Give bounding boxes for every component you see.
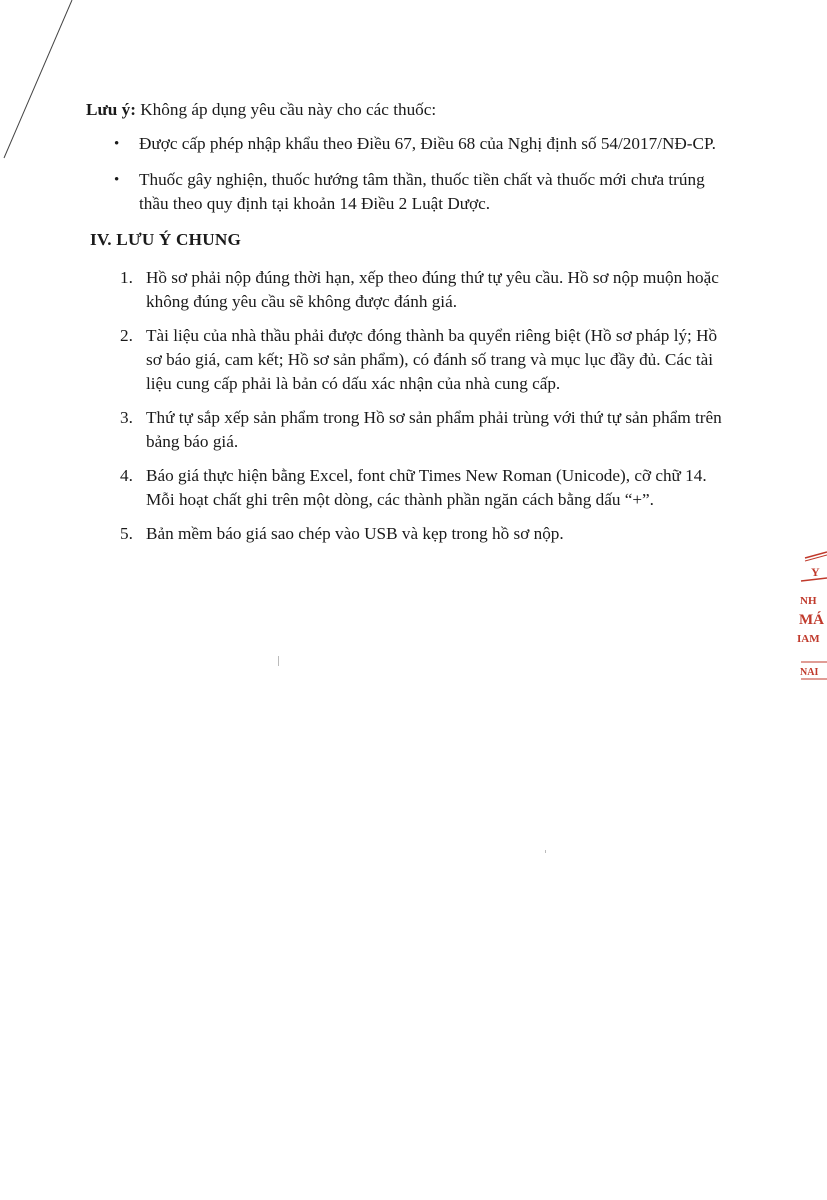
- section-heading: IV. LƯU Ý CHUNG: [90, 230, 242, 249]
- scan-speck: [545, 850, 546, 853]
- stamp-text: IAM: [797, 633, 820, 645]
- list-item: [120, 266, 736, 314]
- list-item: [114, 168, 736, 216]
- item-text: Báo giá thực hiện bằng Excel, font chữ Times New Roman (Unicode), cỡ chữ 14. Mỗi hoạt chất ghi trên một dòng, các thành phần ngăn cách bằng dấu “+”.: [146, 466, 707, 509]
- stamp-text: MÁ: [799, 612, 824, 628]
- item-text: Bản mềm báo giá sao chép vào USB và kẹp trong hồ sơ nộp.: [146, 524, 564, 543]
- item-number: 2.: [120, 326, 133, 345]
- item-text: Hồ sơ phải nộp đúng thời hạn, xếp theo đúng thứ tự yêu cầu. Hồ sơ nộp muộn hoặc không đúng yêu cầu sẽ không được đánh giá.: [146, 268, 719, 311]
- list-item: [120, 522, 736, 546]
- item-number: 3.: [120, 408, 133, 427]
- list-item: [120, 464, 736, 512]
- list-item: [114, 132, 736, 156]
- item-text: Thứ tự sắp xếp sản phẩm trong Hồ sơ sản phẩm phải trùng với thứ tự sản phẩm trên bảng báo giá.: [146, 408, 722, 451]
- note-bullet-list: [86, 132, 736, 216]
- scan-speck: [278, 656, 279, 666]
- bullet-text: Được cấp phép nhập khẩu theo Điều 67, Điều 68 của Nghị định số 54/2017/NĐ-CP.: [139, 134, 716, 153]
- note-paragraph: [86, 98, 736, 122]
- item-number: 5.: [120, 524, 133, 543]
- red-stamp-fragment: [797, 548, 827, 688]
- list-item: [120, 406, 736, 454]
- list-item: [120, 324, 736, 396]
- stamp-text: NH: [800, 595, 817, 607]
- item-number: 4.: [120, 466, 133, 485]
- note-label: Lưu ý:: [86, 100, 136, 119]
- stamp-text: Y: [811, 565, 820, 579]
- general-notes-list: [86, 266, 736, 546]
- scan-edge-line: [0, 0, 80, 170]
- bullet-text: Thuốc gây nghiện, thuốc hướng tâm thần, thuốc tiền chất và thuốc mới chưa trúng thầu theo quy định tại khoản 14 Điều 2 Luật Dược.: [139, 170, 705, 213]
- note-text: Không áp dụng yêu cầu này cho các thuốc:: [135, 100, 437, 119]
- bullet-icon: •: [114, 136, 120, 152]
- item-number: 1.: [120, 268, 133, 287]
- document-body: [86, 98, 736, 556]
- stamp-graphic: [797, 548, 827, 688]
- bullet-icon: •: [114, 172, 120, 188]
- stamp-text: NAI: [800, 667, 819, 678]
- item-text: Tài liệu của nhà thầu phải được đóng thành ba quyển riêng biệt (Hồ sơ pháp lý; Hồ sơ báo giá, cam kết; Hồ sơ sản phẩm), có đánh số trang và mục lục đầy đủ. Các tài liệu cung cấp phải là bản có dấu xác nhận của nhà cung cấp.: [146, 326, 718, 393]
